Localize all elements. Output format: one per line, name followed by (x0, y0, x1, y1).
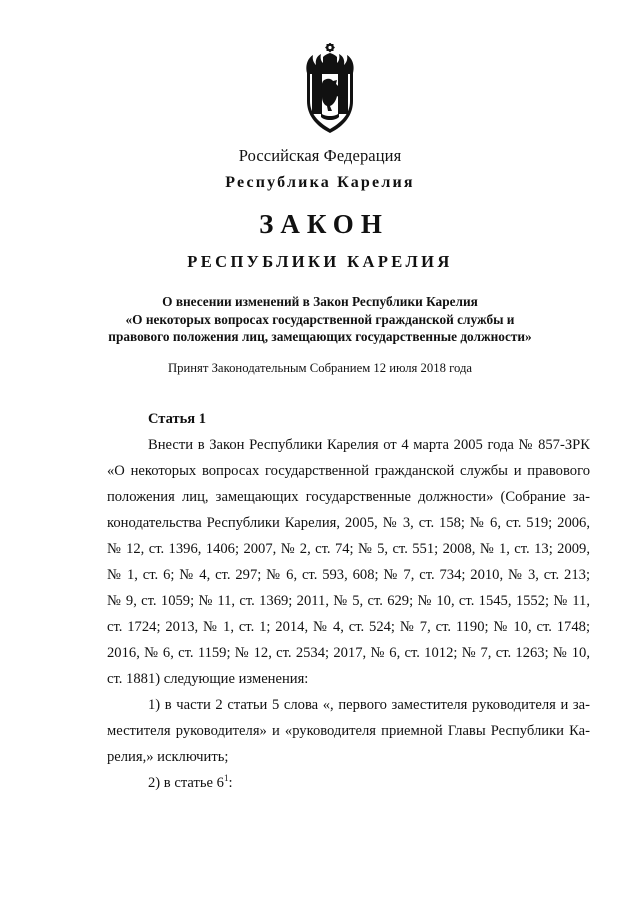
law-title (0, 293, 640, 346)
article-text-line: Внести в Закон Республики Карелия от 4 марта 2005 года № 857-ЗРК (148, 437, 590, 453)
item-1-line: местителя руководителя» и «руководителя приемной Главы Республики Ка- (107, 723, 590, 739)
article-text-line: положения лиц, замещающих государственные должности» (Собрание за- (107, 489, 590, 505)
karelia-coat-of-arms-icon (299, 43, 361, 135)
article-text-line: «О некоторых вопросах государственной гражданской службы и правового (107, 463, 590, 479)
article-text-line: 2016, № 6, ст. 1159; № 12, ст. 2534; 2017, № 6, ст. 1012; № 7, ст. 1263; № 10, (107, 645, 590, 661)
article-title: Статья 1 (148, 411, 206, 427)
item-1-line: 1) в части 2 статьи 5 слова «, первого заместителя руководителя и за- (148, 697, 590, 713)
item-2-text: 2) в статье 6 (148, 775, 224, 791)
item-2-line (148, 775, 348, 792)
article-text-line: ст. 1881) следующие изменения: (107, 671, 309, 687)
adoption-note: Принят Законодательным Собранием 12 июля 2018 года (167, 361, 473, 375)
republic-name: Республика Карелия (225, 174, 415, 191)
law-title-line: О внесении изменений в Закон Республики Карелия (162, 294, 478, 309)
article-text-line: ст. 1724; 2013, № 1, ст. 1; 2014, № 4, ст. 524; № 7, ст. 1190; № 10, ст. 1748; (107, 619, 590, 635)
article-text-line: № 9, ст. 1059; № 11, ст. 1369; 2011, № 5, ст. 629; № 10, ст. 1545, 1552; № 11, (107, 593, 590, 609)
country-name: Российская Федерация (238, 146, 402, 165)
item-1-line: релия,» исключить; (107, 749, 229, 765)
article-text-line: конодательства Республики Карелия, 2005, № 3, ст. 158; № 6, ст. 519; 2006, (107, 515, 590, 531)
item-2-superscript: 1 (223, 773, 229, 784)
law-title-line: «О некоторых вопросах государственной гражданской службы и (125, 311, 515, 327)
article-text-line: № 1, ст. 6; № 4, ст. 297; № 6, ст. 593, 608; № 7, ст. 734; 2010, № 3, ст. 213; (107, 567, 590, 583)
law-title-line: правового положения лиц, замещающих государственные должности» (108, 329, 532, 344)
item-2-suffix: : (228, 775, 233, 791)
issuer-heading: РЕСПУБЛИКИ КАРЕЛИЯ (187, 252, 453, 271)
article-text-line: № 12, ст. 1396, 1406; 2007, № 2, ст. 74; № 5, ст. 551; 2008, № 1, ст. 13; 2009, (107, 541, 590, 557)
document-type-heading: ЗАКОН (259, 209, 389, 239)
